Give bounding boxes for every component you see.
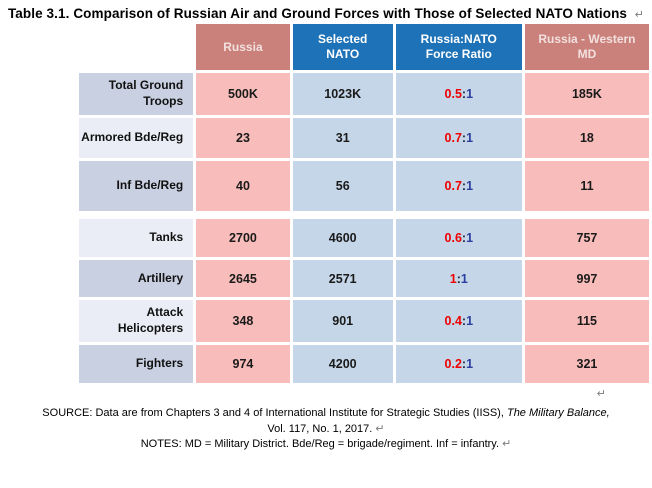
ratio-russia-part: 1	[449, 271, 457, 286]
table-row	[79, 118, 649, 158]
nato-value: 56	[293, 161, 393, 211]
ratio-value	[396, 345, 522, 383]
ratio-value	[396, 219, 522, 257]
ratio-value	[396, 118, 522, 158]
western-md-value: 185K	[525, 73, 649, 115]
ratio-russia-part: 0.2	[444, 357, 462, 371]
row-label: Inf Bde/Reg	[79, 161, 193, 211]
title-text: Table 3.1. Comparison of Russian Air and Ground Forces with Those of Selected NATO Nations	[7, 6, 628, 21]
row-label: Total Ground Troops	[79, 73, 193, 115]
russia-value: 23	[196, 118, 290, 158]
ratio-value	[396, 73, 522, 115]
source-title-italic: The Military Balance,	[506, 407, 610, 419]
ratio-separator: :	[461, 131, 467, 145]
table-row	[79, 345, 649, 383]
ratio-russia-part: 0.7	[444, 179, 462, 193]
nato-value: 1023K	[293, 73, 393, 115]
group-spacer-row	[79, 214, 649, 216]
ratio-separator: :	[461, 314, 467, 328]
header-selected-nato: Selected NATO	[293, 24, 393, 70]
ratio-russia-part: 0.5	[444, 87, 462, 101]
paragraph-return-icon: ↵	[596, 388, 606, 400]
western-md-value: 321	[525, 345, 649, 383]
nato-value: 4600	[293, 219, 393, 257]
russia-value: 40	[196, 161, 290, 211]
table-row	[79, 73, 649, 115]
russia-value: 2645	[196, 260, 290, 297]
western-md-value: 11	[525, 161, 649, 211]
ratio-russia-part: 0.7	[444, 131, 462, 145]
table-row	[79, 260, 649, 297]
ratio-russia-part: 0.6	[444, 231, 462, 245]
ratio-nato-part: 1	[466, 231, 474, 245]
western-md-value: 18	[525, 118, 649, 158]
ratio-nato-part: 1	[466, 357, 474, 371]
ratio-separator: :	[461, 87, 467, 101]
nato-value: 31	[293, 118, 393, 158]
ratio-nato-part: 1	[466, 314, 474, 328]
notes-note	[0, 437, 652, 453]
header-force-ratio: Russia:NATO Force Ratio	[396, 24, 522, 70]
source-text-line2: Vol. 117, No. 1, 2017.	[267, 422, 376, 435]
russia-value: 348	[196, 300, 290, 342]
nato-value: 4200	[293, 345, 393, 383]
paragraph-return-icon: ↵	[375, 422, 385, 435]
western-md-value: 997	[525, 260, 649, 297]
ratio-separator: :	[456, 271, 461, 286]
western-md-value: 757	[525, 219, 649, 257]
notes-text: NOTES: MD = Military District. Bde/Reg = brigade/regiment. Inf = infantry.	[140, 438, 503, 450]
forces-comparison-table	[76, 21, 652, 386]
ratio-nato-part: 1	[466, 131, 474, 145]
table-row	[79, 161, 649, 211]
ratio-separator: :	[461, 231, 467, 245]
ratio-nato-part: 1	[466, 179, 474, 193]
ratio-russia-part: 0.4	[444, 314, 462, 328]
row-label: Tanks	[79, 219, 193, 257]
ratio-nato-part: 1	[460, 271, 468, 286]
row-label: Attack Helicopters	[79, 300, 193, 342]
footer-notes	[0, 406, 652, 453]
ratio-separator: :	[461, 357, 467, 371]
nato-value: 2571	[293, 260, 393, 297]
page-title	[0, 0, 652, 21]
header-western-md: Russia - Western MD	[525, 24, 649, 70]
row-label: Fighters	[79, 345, 193, 383]
row-label: Artillery	[79, 260, 193, 297]
paragraph-return-icon: ↵	[634, 9, 645, 21]
russia-value: 974	[196, 345, 290, 383]
western-md-value: 115	[525, 300, 649, 342]
source-text: SOURCE: Data are from Chapters 3 and 4 of International Institute for Strategic Studies (IISS),	[42, 407, 507, 419]
row-label: Armored Bde/Reg	[79, 118, 193, 158]
ratio-value	[396, 260, 522, 297]
header-russia: Russia	[196, 24, 290, 70]
nato-value: 901	[293, 300, 393, 342]
ratio-value	[396, 300, 522, 342]
russia-value: 2700	[196, 219, 290, 257]
ratio-separator: :	[461, 179, 467, 193]
ratio-nato-part: 1	[466, 87, 474, 101]
source-note	[0, 406, 652, 437]
header-empty-cell	[79, 24, 193, 70]
russia-value: 500K	[196, 73, 290, 115]
header-row	[79, 24, 649, 70]
ratio-value	[396, 161, 522, 211]
paragraph-return-icon: ↵	[502, 438, 512, 450]
table-row	[79, 219, 649, 257]
table-row	[79, 300, 649, 342]
